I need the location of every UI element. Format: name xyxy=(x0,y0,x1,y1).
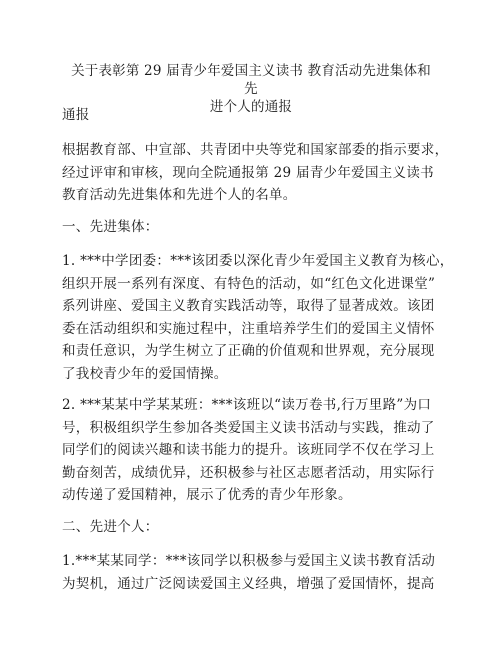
section-heading-individual xyxy=(62,516,448,539)
item-line: 系列讲座、爱国主义教育实践活动等，取得了显著成效。该团 xyxy=(62,298,435,314)
salutation-text: 通报 xyxy=(62,107,90,123)
item-line: 委在活动组织和实施过程中，注重培养学生们的爱国主义情怀 xyxy=(62,320,435,337)
item-line: 和责任意识，为学生树立了正确的价值观和世界观，充分展现 xyxy=(62,343,435,359)
item-line: 为契机，通过广泛阅读爱国主义经典，增强了爱国情怀，提高 xyxy=(62,575,435,592)
intro-line: 教育活动先进集体和先进个人的名单。 xyxy=(62,187,297,203)
item-line: 同学们的阅读兴趣和读书能力的提升。该班同学不仅在学习上 xyxy=(62,442,435,458)
item-line: 组织开展一系列有深度、有特色的活动，如“红色文化进课堂” xyxy=(62,275,436,292)
item-line: 号，积极组织学生参加各类爱国主义读书活动与实践，推动了 xyxy=(62,419,435,436)
intro-line: 经过评审和审核，现向全院通报第 29 届青少年爱国主义读书 xyxy=(62,164,434,181)
salutation xyxy=(62,104,448,127)
title-line: 关于表彰第 29 届青少年爱国主义读书 教育活动先进集体和先 xyxy=(71,63,431,97)
individual-item-1 xyxy=(62,550,448,595)
item-line: 动传递了爱国精神，展示了优秀的青少年形象。 xyxy=(62,487,352,503)
title-line: 进个人的通报 xyxy=(209,99,293,115)
item-line: 了我校青少年的爱国情操。 xyxy=(62,365,228,382)
item-line: 1. ***中学团委：***该团委以深化青少年爱国主义教育为核心， xyxy=(62,253,454,269)
collective-item-1 xyxy=(62,250,454,385)
section-heading-collective xyxy=(62,216,448,239)
collective-item-2 xyxy=(62,394,448,507)
section-heading-text: 一、先进集体： xyxy=(62,219,159,235)
item-line: 2. ***某某中学某某班：***该班以“读万卷书,行万里路”为口 xyxy=(62,397,432,413)
section-heading-text: 二、先进个人： xyxy=(62,519,159,535)
item-line: 勤奋刻苦，成绩优异，还积极参与社区志愿者活动，用实际行 xyxy=(62,464,435,481)
intro-line: 根据教育部、中宣部、共青团中央等党和国家部委的指示要求， xyxy=(62,142,449,158)
intro-paragraph xyxy=(62,139,448,207)
item-line: 1.***某某同学：***该同学以积极参与爱国主义读书教育活动 xyxy=(62,553,436,569)
